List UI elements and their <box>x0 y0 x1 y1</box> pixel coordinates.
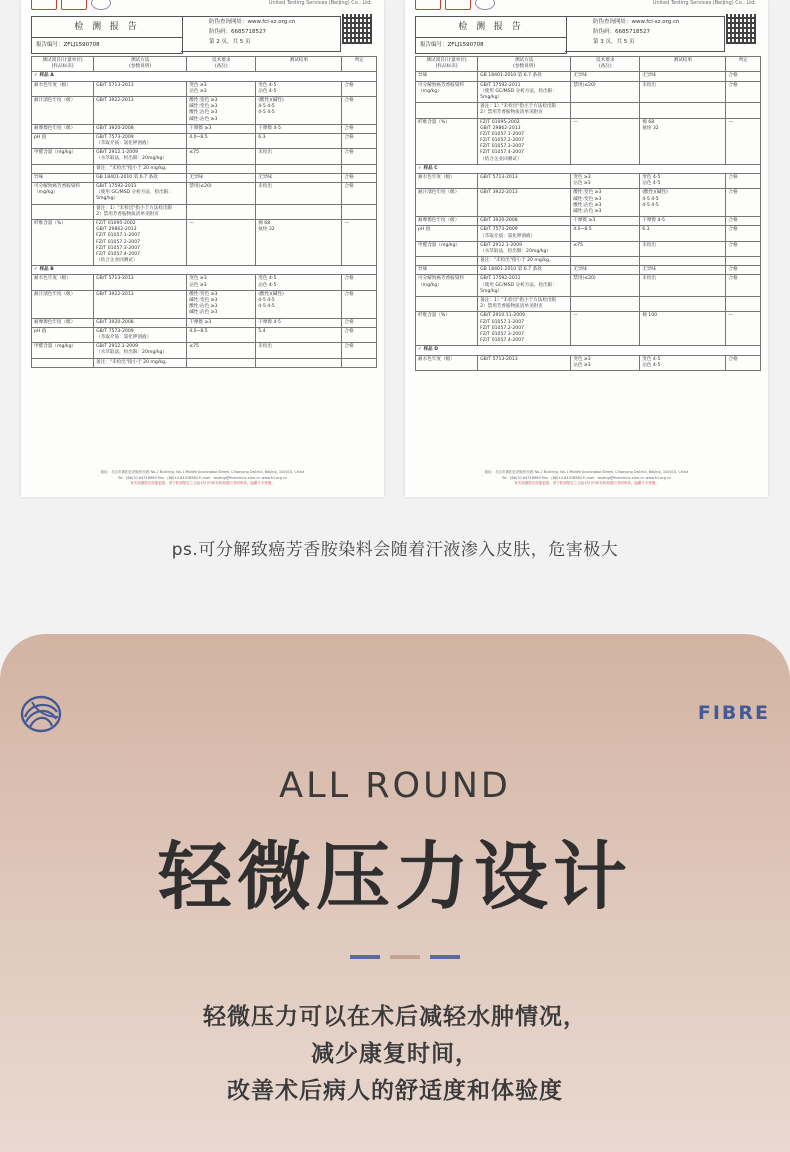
description-line: 减少康复时间， <box>311 1041 479 1067</box>
table-cell: 无异味 <box>571 266 640 275</box>
table-row <box>32 343 377 358</box>
footer-address: 地址：北京市朝阳区酒仙桥东路 No.2 Building, No.1 Middle Jiuxianqiao Street, Chaoyang District, Beijing, 100015, China <box>484 470 689 475</box>
table-cell: — <box>571 312 640 346</box>
table-header-row <box>416 57 761 72</box>
footer-note: 首次检测报告如需更改，须于收到报告之日起15日内向本机构提出书面申请，逾期不予受理。 <box>514 481 659 486</box>
table-header-cell: 测试方法 (参数说明) <box>94 57 187 72</box>
table-cell: — <box>342 219 377 265</box>
table-cell: (酸性)(碱性) 4-5 4-5 4-5 4-5 <box>640 189 726 217</box>
table-cell: 棉 100 <box>640 312 726 346</box>
table-cell: 合格 <box>726 72 761 81</box>
table-cell: GB/T 7573-2009 （萃取介质：氯化钾溶液） <box>94 133 187 148</box>
table-cell: 无异味 <box>640 72 726 81</box>
table-row <box>416 118 761 164</box>
sample-section-row <box>416 164 761 173</box>
table-cell: 变色 ≥3 沾色 ≥3 <box>571 174 640 189</box>
table-row <box>416 226 761 241</box>
table-cell: GB/T 7573-2009 （萃取介质：氯化钾溶液） <box>478 226 571 241</box>
divider-dash <box>430 955 460 959</box>
table-cell: GB 18401-2010 第 6.7 条款 <box>94 173 187 182</box>
table-cell: 异味 <box>416 266 478 275</box>
table-cell: FZ/T 01095-2002 GB/T 29862-2013 FZ/T 01057.1-2007 FZ/T 01057.2-2007 FZ/T 01057.3-2007 FZ/T 01057.4-2007 （结合企业回测试） <box>478 118 571 164</box>
table-cell <box>640 103 726 118</box>
table-cell: GB/T 17592-2011 （使用 GC/MSD 分析方法，检出限：5mg/kg） <box>478 81 571 103</box>
report-number: 报告编号：ZFLJ1590708 <box>420 42 484 48</box>
table-header-cell: 技术要求 (备注) <box>187 57 256 72</box>
table-cell: GB/T 2912.1-2009 （水萃取法，检出限：20mg/kg） <box>478 241 571 256</box>
table-cell: (酸性)(碱性) 4-5 4-5 4-5 4-5 <box>256 290 342 318</box>
table-cell: ≤75 <box>571 241 640 256</box>
footer-address: 地址：北京市朝阳区酒仙桥东路 No.2 Building, No.1 Middle Jiuxianqiao Street, Chaoyang District, Beijing, 100015, China <box>100 470 305 475</box>
table-row <box>32 164 377 173</box>
table-header-cell: 测试结果 <box>256 57 342 72</box>
sample-section-label: ✓ 样品 A <box>32 72 377 81</box>
table-cell: 酸性:变色 ≥3 碱性:变色 ≥3 酸性:沾色 ≥3 碱性:沾色 ≥3 <box>571 189 640 217</box>
cma-logo-icon <box>415 0 441 10</box>
table-row <box>32 124 377 133</box>
testing-company: United Testing Services (Beijing) Co., Ltd. <box>268 0 372 6</box>
table-cell <box>256 164 342 173</box>
table-row <box>32 219 377 265</box>
page-number: 第 2 页，共 5 页 <box>209 39 251 45</box>
table-cell: GB/T 7573-2009 （萃取介质：氯化钾溶液） <box>94 327 187 342</box>
table-cell: 无异味 <box>640 266 726 275</box>
table-cell <box>571 103 640 118</box>
table-cell: 干摩擦 4-5 <box>256 318 342 327</box>
table-cell: ≤75 <box>187 149 256 164</box>
table-cell: 合格 <box>726 275 761 297</box>
sample-section-label: ✓ 样品 C <box>416 164 761 173</box>
table-row <box>416 275 761 297</box>
table-cell: 可分解致癌芳香胺染料（mg/kg） <box>416 81 478 103</box>
table-cell: 干摩擦 ≥3 <box>187 124 256 133</box>
table-header-cell: 判定 <box>342 57 377 72</box>
cnas-logo-icon <box>61 0 87 10</box>
table-cell: GB/T 2912.1-2009 （水萃取法，检出限：20mg/kg） <box>94 343 187 358</box>
table-cell <box>32 204 94 219</box>
table-row <box>32 204 377 219</box>
table-cell: GB/T 5713-2013 <box>94 275 187 290</box>
report-contact <box>565 16 725 52</box>
table-cell: 可分解致癌芳香胺染料（mg/kg） <box>32 183 94 205</box>
table-cell: 耐汗渍色牢度（级） <box>416 189 478 217</box>
table-cell <box>32 358 94 367</box>
table-cell <box>342 164 377 173</box>
table-cell <box>256 358 342 367</box>
table-row <box>32 290 377 318</box>
table-cell: GB/T 2912.1-2009 （水萃取法，检出限：20mg/kg） <box>94 149 187 164</box>
table-cell: 变色 4-5 沾色 4-5 <box>640 174 726 189</box>
table-cell: 耐摩擦色牢度（级） <box>416 217 478 226</box>
results-table <box>31 56 377 368</box>
anti-fake-code: 防伪码：6685718527 <box>209 29 266 35</box>
table-cell: 备注："未检出"指小于 20 mg/kg。 <box>94 358 187 367</box>
ilac-logo-icon <box>91 0 111 10</box>
table-cell: 合格 <box>726 81 761 103</box>
table-cell: 异味 <box>416 72 478 81</box>
table-cell: 合格 <box>726 226 761 241</box>
table-cell: 备注："未检出"指小于 20 mg/kg。 <box>478 257 571 266</box>
table-cell: 未检出 <box>256 343 342 358</box>
table-cell <box>342 358 377 367</box>
report-footer <box>21 470 384 487</box>
table-row <box>416 217 761 226</box>
table-cell: 变色 ≥3 沾色 ≥3 <box>571 355 640 370</box>
table-cell: — <box>726 118 761 164</box>
table-cell: 变色 ≥3 沾色 ≥3 <box>187 275 256 290</box>
table-cell <box>571 297 640 312</box>
table-cell: 5.4 <box>256 327 342 342</box>
table-cell: 合格 <box>342 96 377 124</box>
table-cell: GB/T 17592-2011 （使用 GC/MSD 分析方法，检出限：5mg/kg） <box>478 275 571 297</box>
test-report-page-right <box>405 0 768 497</box>
chinese-title: 轻微压力设计 <box>158 834 632 920</box>
table-row <box>32 318 377 327</box>
table-cell: GB/T 3920-2008 <box>94 318 187 327</box>
certification-logos <box>31 0 111 10</box>
table-cell: 禁用(≤20) <box>571 81 640 103</box>
report-title: 检 测 报 告 <box>32 17 182 38</box>
table-cell: 合格 <box>342 327 377 342</box>
table-cell: 4.0~8.5 <box>187 133 256 148</box>
table-header-cell: 技术要求 (备注) <box>571 57 640 72</box>
table-cell: 无异味 <box>187 173 256 182</box>
table-cell: 备注：1）"未检出"指小于方法检出限 2）禁用芳香胺物质清单见附页 <box>478 297 571 312</box>
table-cell: 耐摩擦色牢度（级） <box>32 124 94 133</box>
table-row <box>32 183 377 205</box>
table-row <box>32 149 377 164</box>
table-cell <box>416 257 478 266</box>
table-cell: 纤维含量（%） <box>416 312 478 346</box>
table-cell: 无异味 <box>571 72 640 81</box>
table-cell: 合格 <box>342 275 377 290</box>
sample-section-label: ✓ 样品 D <box>416 346 761 355</box>
table-cell: 变色 ≥3 沾色 ≥3 <box>187 81 256 96</box>
table-cell: 4.0~8.5 <box>571 226 640 241</box>
table-cell: 变色 4-5 沾色 4-5 <box>256 275 342 290</box>
table-cell: 甲醛含量（mg/kg） <box>416 241 478 256</box>
table-header-cell: 测试结果 <box>640 57 726 72</box>
table-cell: 耐汗渍色牢度（级） <box>32 290 94 318</box>
anti-fake-url: 防伪查询网址：www.fcl-sz.org.cn <box>593 19 680 25</box>
table-cell: GB/T 3922-2013 <box>478 189 571 217</box>
report-header <box>21 0 384 62</box>
table-cell <box>342 204 377 219</box>
table-cell: 可分解致癌芳香胺染料（mg/kg） <box>416 275 478 297</box>
table-cell <box>187 164 256 173</box>
table-row <box>32 358 377 367</box>
cnas-logo-icon <box>445 0 471 10</box>
table-cell: 合格 <box>726 355 761 370</box>
table-cell: GB/T 2910.11-2009 FZ/T 01057.1-2007 FZ/T 01057.2-2007 FZ/T 01057.3-2007 FZ/T 01057.4-2007 <box>478 312 571 346</box>
table-cell: 无异味 <box>256 173 342 182</box>
table-row <box>32 96 377 124</box>
table-cell: 甲醛含量（mg/kg） <box>32 343 94 358</box>
table-cell: 耐汗渍色牢度（级） <box>32 96 94 124</box>
title-divider <box>350 955 460 959</box>
table-cell: GB/T 17592-2011 （使用 GC/MSD 分析方法，检出限：5mg/kg） <box>94 183 187 205</box>
cma-logo-icon <box>31 0 57 10</box>
results-table <box>415 56 761 371</box>
table-cell: GB/T 3922-2013 <box>94 290 187 318</box>
table-row <box>32 133 377 148</box>
qr-code-icon <box>726 14 756 44</box>
report-title: 检 测 报 告 <box>416 17 566 38</box>
report-header <box>405 0 768 62</box>
report-title-box <box>415 16 567 54</box>
anti-fake-code: 防伪码：6685718527 <box>593 29 650 35</box>
brand-name: FIBRE <box>697 702 770 724</box>
table-cell <box>726 257 761 266</box>
table-cell: 备注：1）"未检出"指小于方法检出限 2）禁用芳香胺物质清单见附页 <box>478 103 571 118</box>
table-cell <box>726 297 761 312</box>
table-row <box>416 103 761 118</box>
description-line: 改善术后病人的舒适度和体验度 <box>227 1078 563 1104</box>
table-row <box>416 174 761 189</box>
table-cell: 未检出 <box>256 149 342 164</box>
table-cell: 合格 <box>726 241 761 256</box>
table-cell: pH 值 <box>32 133 94 148</box>
table-cell: ≤75 <box>187 343 256 358</box>
table-cell: — <box>187 219 256 265</box>
table-row <box>416 257 761 266</box>
table-cell: 合格 <box>342 81 377 96</box>
table-header-row <box>32 57 377 72</box>
table-cell <box>726 103 761 118</box>
table-cell: GB/T 3920-2008 <box>94 124 187 133</box>
table-cell: GB 18401-2010 第 6.7 条款 <box>478 266 571 275</box>
table-cell: 6.3 <box>640 226 726 241</box>
table-cell: 备注："未检出"指小于 20 mg/kg。 <box>94 164 187 173</box>
description-line: 轻微压力可以在术后减轻水肿情况， <box>203 1004 587 1030</box>
table-cell: 合格 <box>342 173 377 182</box>
table-cell: 合格 <box>342 124 377 133</box>
testing-company: United Testing Services (Beijing) Co., Ltd. <box>652 0 756 6</box>
ilac-logo-icon <box>475 0 495 10</box>
test-report-page-left <box>21 0 384 497</box>
table-cell: GB/T 5713-2013 <box>478 355 571 370</box>
table-cell <box>32 164 94 173</box>
table-cell: 变色 4-5 沾色 4-5 <box>256 81 342 96</box>
report-footer <box>405 470 768 487</box>
table-row <box>416 266 761 275</box>
table-cell: GB/T 5713-2013 <box>94 81 187 96</box>
table-row <box>32 81 377 96</box>
table-cell: 耐水色牢度（级） <box>416 355 478 370</box>
divider-dash <box>390 955 420 959</box>
table-cell: GB/T 5713-2013 <box>478 174 571 189</box>
table-cell: 酸性:变色 ≥3 碱性:变色 ≥3 酸性:沾色 ≥3 碱性:沾色 ≥3 <box>187 96 256 124</box>
anti-fake-url: 防伪查询网址：www.fcl-sz.org.cn <box>209 19 296 25</box>
footer-note: 首次检测报告如需更改，须于收到报告之日起15日内向本机构提出书面申请，逾期不予受理。 <box>130 481 275 486</box>
table-row <box>416 72 761 81</box>
table-cell: — <box>571 118 640 164</box>
table-header-cell: 测试方法 (参数说明) <box>478 57 571 72</box>
table-cell: pH 值 <box>32 327 94 342</box>
table-cell: 合格 <box>726 189 761 217</box>
table-cell: 6.3 <box>256 133 342 148</box>
table-cell: 合格 <box>342 290 377 318</box>
table-cell: GB/T 3920-2008 <box>478 217 571 226</box>
table-cell: 未检出 <box>640 241 726 256</box>
table-cell: 棉 68 氨纶 32 <box>640 118 726 164</box>
table-cell: 合格 <box>726 174 761 189</box>
table-cell: 干摩擦 ≥3 <box>571 217 640 226</box>
footer-phone: Tel：(86)10-84318989 Fax：(86)10-84318984 E-mail：testing@fiberchina.com.cn www.fcl.org.cn <box>501 475 672 480</box>
report-number: 报告编号：ZFLJ1590708 <box>36 42 100 48</box>
table-row <box>416 355 761 370</box>
table-cell <box>187 204 256 219</box>
table-cell: 合格 <box>342 318 377 327</box>
table-cell: 合格 <box>726 266 761 275</box>
table-row <box>32 173 377 182</box>
table-cell <box>416 103 478 118</box>
table-cell: 变色 4-5 沾色 4-5 <box>640 355 726 370</box>
table-row <box>416 297 761 312</box>
table-cell: 4.0~8.5 <box>187 327 256 342</box>
sample-section-row <box>32 266 377 275</box>
table-cell: FZ/T 01095-2002 GB/T 29862-2013 FZ/T 01057.1-2007 FZ/T 01057.2-2007 FZ/T 01057.3-2007 FZ/T 01057.4-2007 （结合企业回测试） <box>94 219 187 265</box>
footer-phone: Tel：(86)10-84318989 Fax：(86)10-84318984 E-mail：testing@fiberchina.com.cn www.fcl.org.cn <box>117 475 288 480</box>
sample-section-row <box>416 346 761 355</box>
table-cell: 合格 <box>342 183 377 205</box>
table-cell <box>640 297 726 312</box>
table-cell: 耐水色牢度（级） <box>32 275 94 290</box>
english-title: ALL ROUND <box>279 766 511 806</box>
table-header-cell: 测试项目(计量单位) [样品标识] <box>416 57 478 72</box>
table-cell: 未检出 <box>640 275 726 297</box>
table-header-cell: 测试项目(计量单位) [样品标识] <box>32 57 94 72</box>
table-cell: pH 值 <box>416 226 478 241</box>
table-cell: 甲醛含量（mg/kg） <box>32 149 94 164</box>
table-cell <box>571 257 640 266</box>
table-cell: 合格 <box>342 133 377 148</box>
table-row <box>416 312 761 346</box>
table-cell: 未检出 <box>640 81 726 103</box>
table-row <box>416 189 761 217</box>
table-cell: 合格 <box>342 149 377 164</box>
table-cell: 酸性:变色 ≥3 碱性:变色 ≥3 酸性:沾色 ≥3 碱性:沾色 ≥3 <box>187 290 256 318</box>
table-cell: 禁用(≤20) <box>571 275 640 297</box>
table-cell: GB/T 3922-2013 <box>94 96 187 124</box>
table-cell: 备注：1）"未检出"指小于方法检出限 2）禁用芳香胺物质清单见附页 <box>94 204 187 219</box>
table-cell: 干摩擦 ≥3 <box>187 318 256 327</box>
table-cell: 禁用(≤20) <box>187 183 256 205</box>
table-cell: 耐摩擦色牢度（级） <box>32 318 94 327</box>
table-cell: (酸性)(碱性) 4-5 4-5 4-5 4-5 <box>256 96 342 124</box>
table-row <box>416 81 761 103</box>
table-row <box>32 275 377 290</box>
sample-section-row <box>32 72 377 81</box>
qr-code-icon <box>342 14 372 44</box>
feature-panel <box>0 634 790 1152</box>
table-cell: 干摩擦 4-5 <box>640 217 726 226</box>
table-cell: 棉 68 氨纶 32 <box>256 219 342 265</box>
table-cell: 合格 <box>342 343 377 358</box>
ps-note: ps.可分解致癌芳香胺染料会随着汗液渗入皮肤，危害极大 <box>171 540 619 560</box>
fibre-swirl-icon <box>20 695 62 733</box>
table-cell: — <box>726 312 761 346</box>
table-cell: 未检出 <box>256 183 342 205</box>
table-cell <box>187 358 256 367</box>
report-title-box <box>31 16 183 54</box>
table-cell <box>256 204 342 219</box>
sample-section-label: ✓ 样品 B <box>32 266 377 275</box>
page-number: 第 3 页，共 5 页 <box>593 39 635 45</box>
table-cell: GB 18401-2010 第 6.7 条款 <box>478 72 571 81</box>
table-cell: 纤维含量（%） <box>32 219 94 265</box>
table-cell: 耐水色牢度（级） <box>416 174 478 189</box>
table-cell: 异味 <box>32 173 94 182</box>
table-cell: 纤维含量（%） <box>416 118 478 164</box>
feature-description <box>0 999 790 1110</box>
certification-logos <box>415 0 495 10</box>
divider-dash <box>350 955 380 959</box>
table-header-cell: 判定 <box>726 57 761 72</box>
table-cell <box>416 297 478 312</box>
table-cell <box>640 257 726 266</box>
table-cell: 合格 <box>726 217 761 226</box>
table-row <box>416 241 761 256</box>
table-row <box>32 327 377 342</box>
table-cell: 干摩擦 4-5 <box>256 124 342 133</box>
table-cell: 耐水色牢度（级） <box>32 81 94 96</box>
report-contact <box>181 16 341 52</box>
